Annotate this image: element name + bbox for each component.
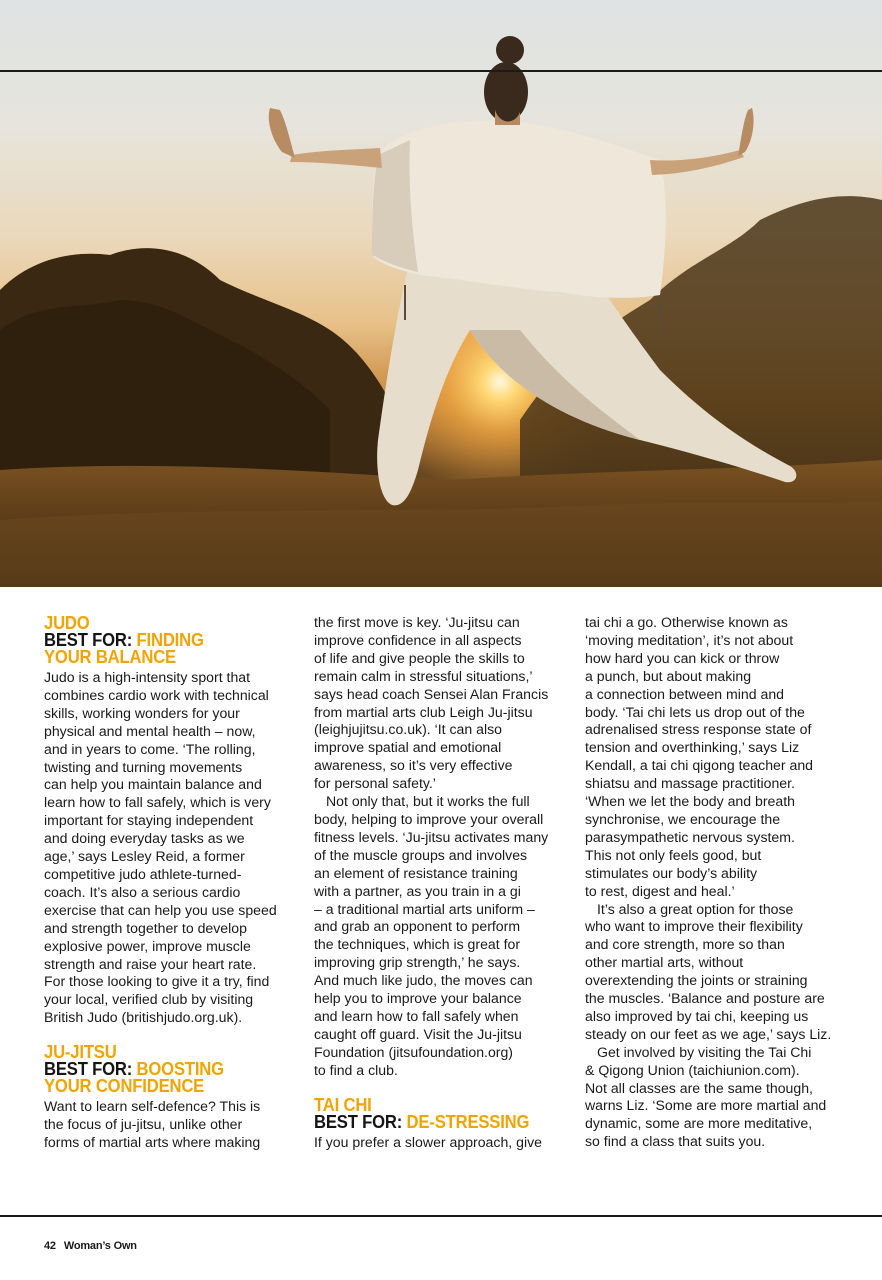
judo-bestfor-label: BEST FOR: (44, 629, 133, 650)
judo-title: JUDO (44, 612, 90, 633)
jujitsu-bestfor-line2: YOUR CONFIDENCE (44, 1075, 205, 1097)
judo-heading (44, 614, 271, 665)
bottom-rule (0, 1215, 882, 1217)
judo-bestfor-line2: YOUR BALANCE (44, 646, 176, 667)
column-3 (585, 614, 841, 1151)
taichi-body-part4: Get involved by visiting the Tai Chi & Qigong Union (taichiunion.com). Not all classes are the same though, warns Liz. ‘Some are more martial and dynamic, some are more meditative, so find a class that suits you. (585, 1043, 827, 1150)
jujitsu-bestfor-label: BEST FOR: (44, 1058, 133, 1080)
jujitsu-bestfor-line1: BOOSTING (136, 1058, 224, 1080)
taichi-body-part3: It’s also a great option for those who want to improve their flexibility and core strength, more so than other martial arts, without overextending the joints or straining the muscles. ‘Balance and posture are also improved by tai chi, keeping us steady on our feet as we age,’ says Liz. (585, 900, 832, 1042)
page-footer (44, 1240, 145, 1252)
jujitsu-body-part2: the first move is key. ‘Ju-jitsu can improve confidence in all aspects of life and give people the skills to remain calm in stressful situations,’ says head coach Sensei Alan Francis from martial arts club Leigh Ju-jitsu (leighjujitsu.co.uk). ‘It can also improve spatial and emotional awareness, so it’s very effective for personal safety.’ (314, 614, 549, 792)
taichi-title: TAI CHI (314, 1093, 372, 1115)
taichi-bestfor-label: BEST FOR: (314, 1110, 403, 1132)
hero-photo (0, 0, 882, 587)
tai-chi-photo-illustration (0, 0, 882, 587)
taichi-heading (314, 1093, 544, 1132)
top-rule (0, 70, 882, 72)
taichi-body-part2: tai chi a go. Otherwise known as ‘moving meditation’, it’s not about how hard you can kick or throw a punch, but about making a connection between mind and body. ‘Tai chi lets us drop out of the adrenalised stress response state of tension and overthinking,’ says Liz Kendall, a tai chi qigong teacher and shiatsu and massage practitioner. ‘When we let the body and breath synchronise, we encourage the parasympathetic nervous system. This not only feels good, but stimulates our body’s ability to rest, digest and heal.’ (585, 614, 814, 899)
magazine-name: Woman’s Own (63, 1240, 137, 1252)
taichi-bestfor-line1: DE-STRESSING (406, 1110, 530, 1132)
jujitsu-heading (44, 1041, 271, 1097)
jujitsu-body-part3: Not only that, but it works the full body, helping to improve your overall fitness levels. ‘Ju-jitsu activates many of the muscle groups and involves an element of resistance training with a partner, as you train in a gi – a traditional martial arts uniform – and grab an opponent to perform the techniques, which is great for improving grip strength,’ he says. And much like judo, the moves can help you to improve your balance and learn how to fall safely when caught off guard. Visit the Ju-jitsu Foundation (jitsufoundation.org) to find a club. (314, 793, 549, 1078)
column-1 (44, 614, 296, 1152)
judo-body: Judo is a high-intensity sport that combines cardio work with technical skills, working wonders for your physical and mental health – now, and in years to come. ‘The rolling, twisting and turning movements can help you maintain balance and learn how to fall safely, which is very important for staying independent and doing everyday tasks as we age,’ says Lesley Reid, a former competitive judo athlete-turned- coach. It’s also a serious cardio exercise that can help you use speed and strength together to develop explosive power, improve muscle strength and raise your heart rate. For those looking to give it a try, find your local, verified club by visiting British Judo (britishjudo.org.uk). (44, 669, 277, 1026)
taichi-body-part1: If you prefer a slower approach, give (314, 1133, 542, 1150)
jujitsu-title: JU-JITSU (44, 1041, 117, 1063)
judo-bestfor-line1: FINDING (136, 629, 204, 650)
column-2 (314, 614, 570, 1151)
page-number: 42 (44, 1240, 56, 1252)
jujitsu-body-part1: Want to learn self-defence? This is the focus of ju-jitsu, unlike other forms of martial arts where making (44, 1098, 261, 1150)
